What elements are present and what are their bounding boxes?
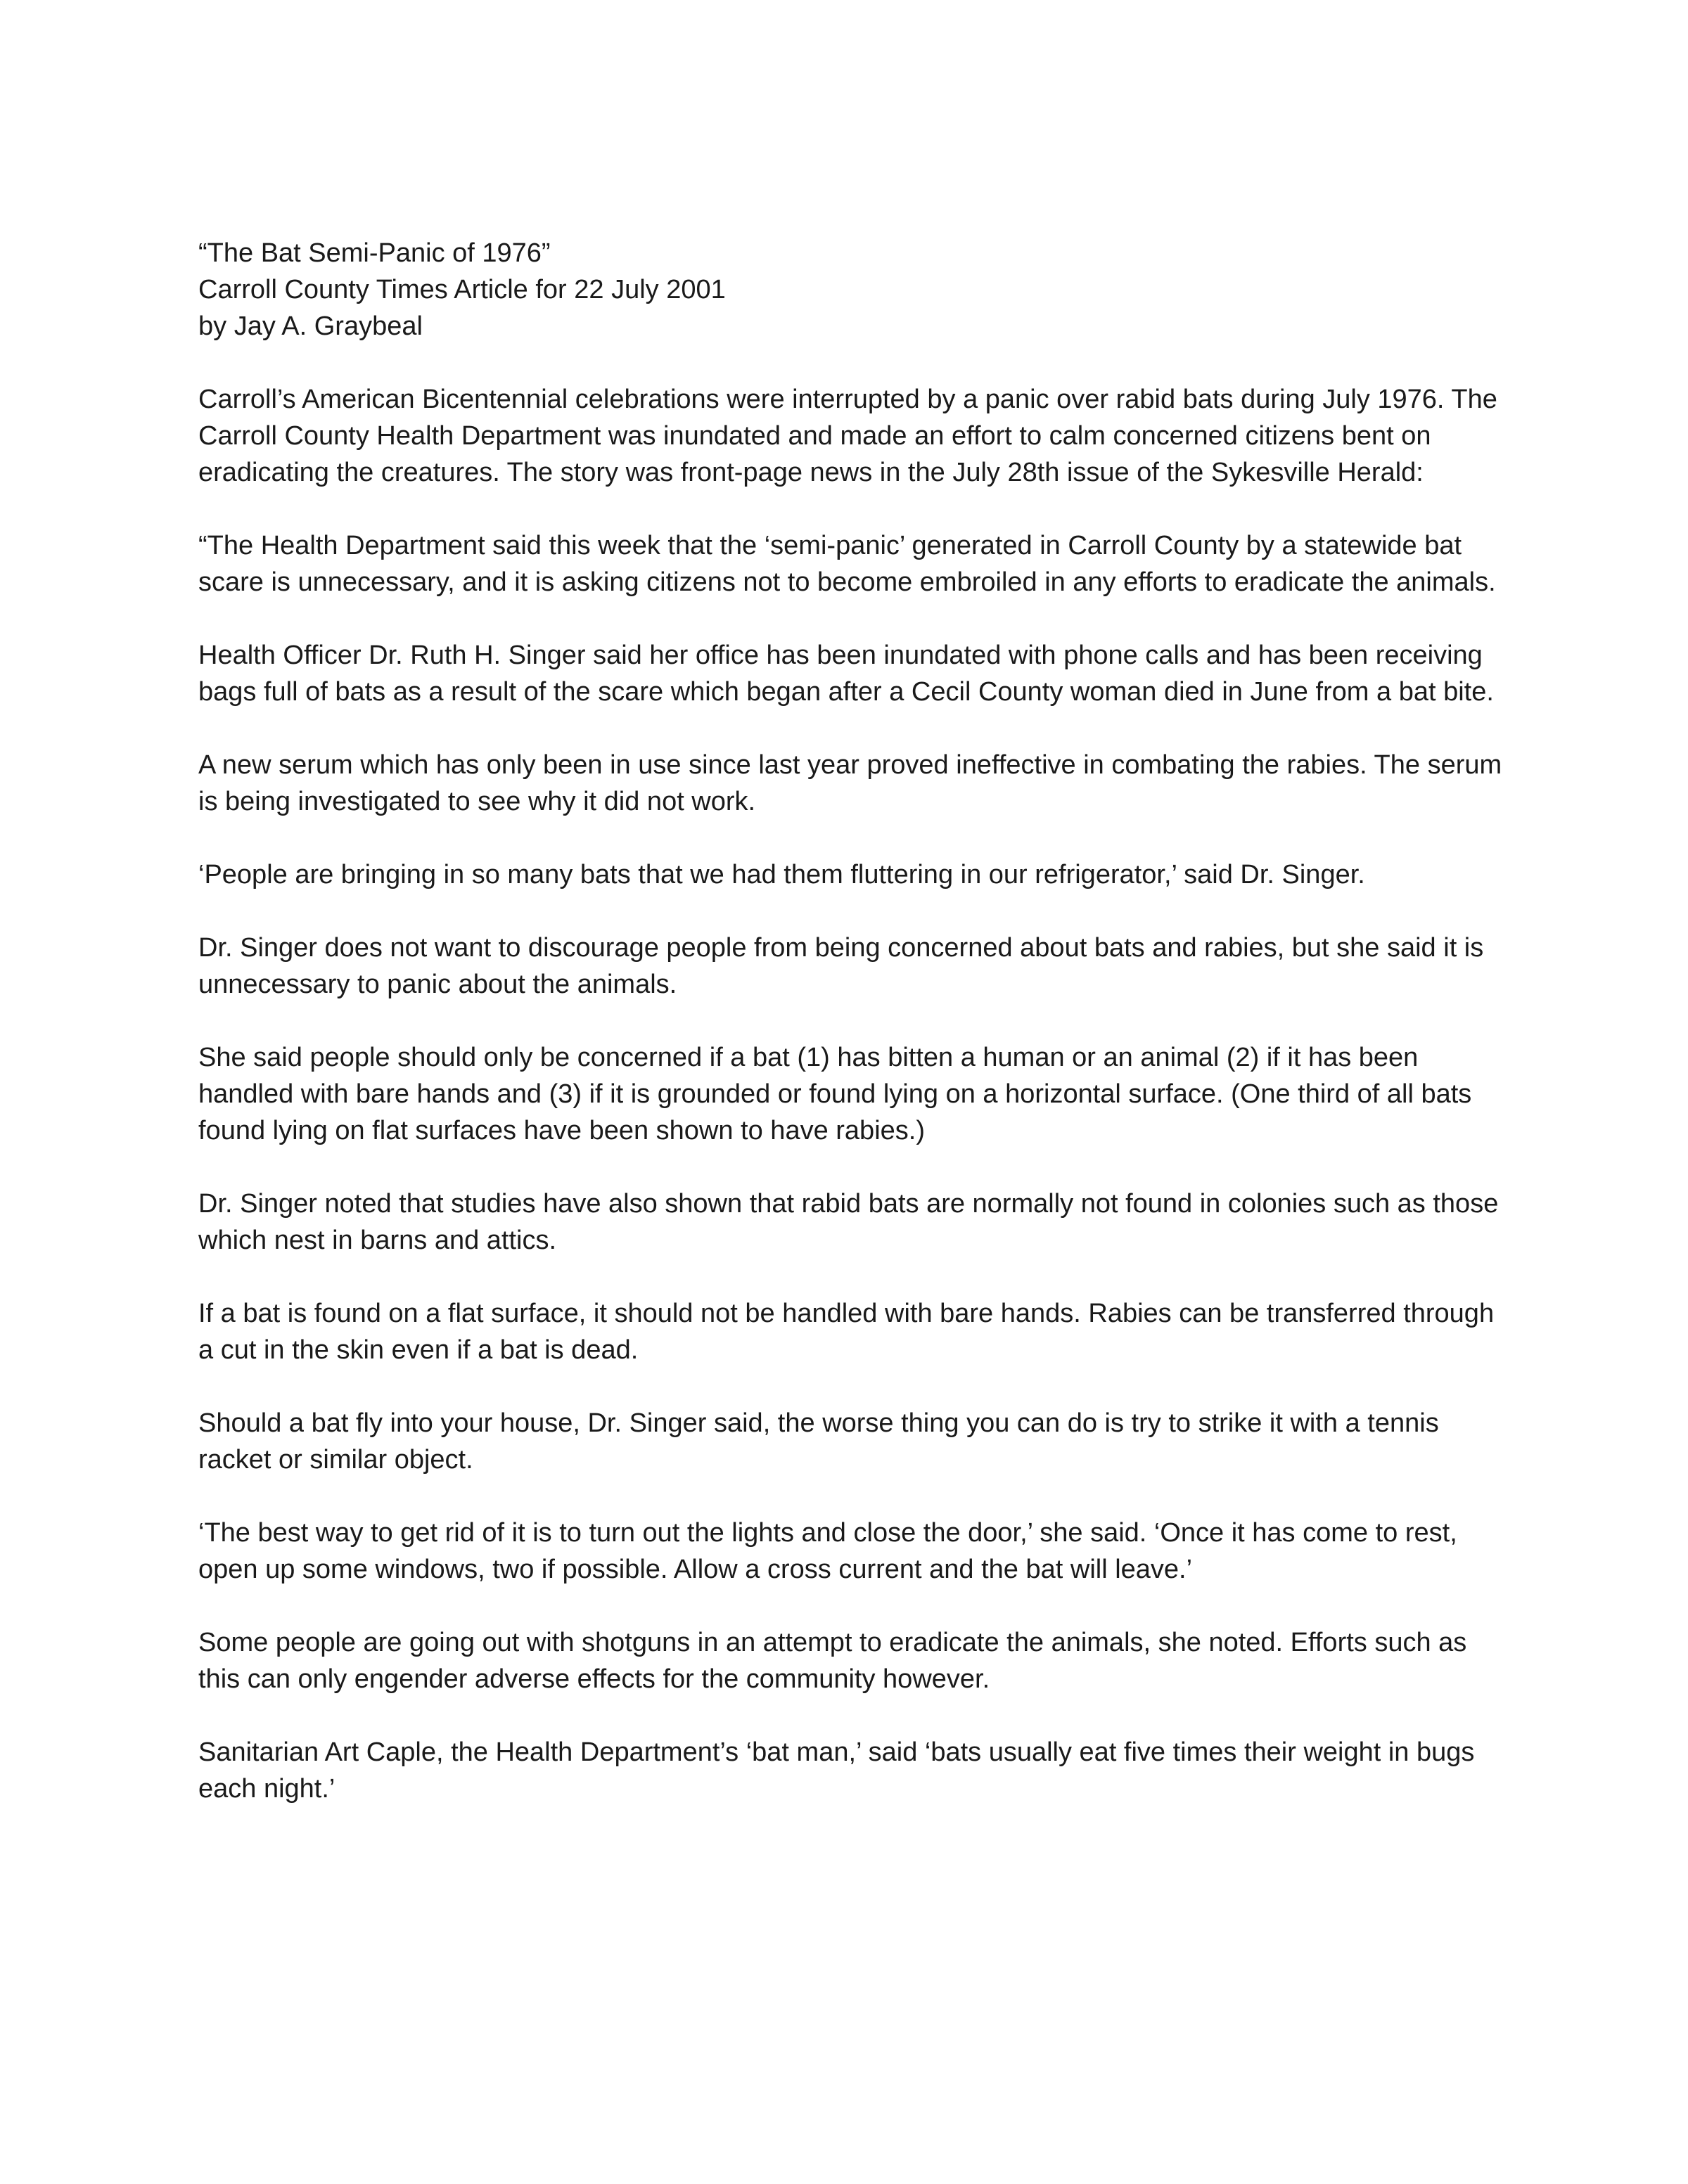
paragraph: Sanitarian Art Caple, the Health Department’s ‘bat man,’ said ‘bats usually eat five times their weight in bugs each night.’ <box>198 1737 1475 1804</box>
publication-line: Carroll County Times Article for 22 July 2001 <box>198 275 726 304</box>
paragraph: Should a bat fly into your house, Dr. Singer said, the worse thing you can do is try to strike it with a tennis racket or similar object. <box>198 1408 1439 1475</box>
paragraph: A new serum which has only been in use since last year proved ineffective in combating the rabies. The serum is being investigated to see why it did not work. <box>198 750 1502 816</box>
paragraph: Health Officer Dr. Ruth H. Singer said her office has been inundated with phone calls and has been receiving bags full of bats as a result of the scare which began after a Cecil County woman died in June from a bat bite. <box>198 641 1494 707</box>
article-body <box>198 235 1507 1807</box>
paragraph: ‘The best way to get rid of it is to turn out the lights and close the door,’ she said. ‘Once it has come to rest, open up some windows, two if possible. Allow a cross current and the bat will leave.’ <box>198 1518 1457 1584</box>
paragraph: If a bat is found on a flat surface, it should not be handled with bare hands. Rabies can be transferred through a cut in the skin even if a bat is dead. <box>198 1299 1495 1365</box>
article-header <box>198 235 1507 345</box>
paragraph: Some people are going out with shotguns in an attempt to eradicate the animals, she noted. Efforts such as this can only engender adverse effects for the community however. <box>198 1628 1467 1694</box>
paragraph-quote-start: “The Health Department said this week that the ‘semi-panic’ generated in Carroll County by a statewide bat scare is unnecessary, and it is asking citizens not to become embroiled in any efforts to eradicate the animals. <box>198 531 1496 597</box>
paragraph: She said people should only be concerned if a bat (1) has bitten a human or an animal (2) if it has been handled with bare hands and (3) if it is grounded or found lying on a horizontal surface. (One third of all bats found lying on flat surfaces have been shown to have rabies.) <box>198 1043 1472 1145</box>
article-title: “The Bat Semi-Panic of 1976” <box>198 238 551 268</box>
byline: by Jay A. Graybeal <box>198 311 423 341</box>
paragraph: Dr. Singer does not want to discourage people from being concerned about bats and rabies, but she said it is unnecessary to panic about the animals. <box>198 933 1484 999</box>
paragraph: ‘People are bringing in so many bats that we had them fluttering in our refrigerator,’ said Dr. Singer. <box>198 860 1365 889</box>
paragraph: Dr. Singer noted that studies have also shown that rabid bats are normally not found in colonies such as those which nest in barns and attics. <box>198 1189 1499 1255</box>
paragraph-intro: Carroll’s American Bicentennial celebrations were interrupted by a panic over rabid bats during July 1976. The Carroll County Health Department was inundated and made an effort to calm concerned citizens bent on eradicating the creatures. The story was front-page news in the July 28th issue of the Sykesville Herald: <box>198 385 1497 487</box>
